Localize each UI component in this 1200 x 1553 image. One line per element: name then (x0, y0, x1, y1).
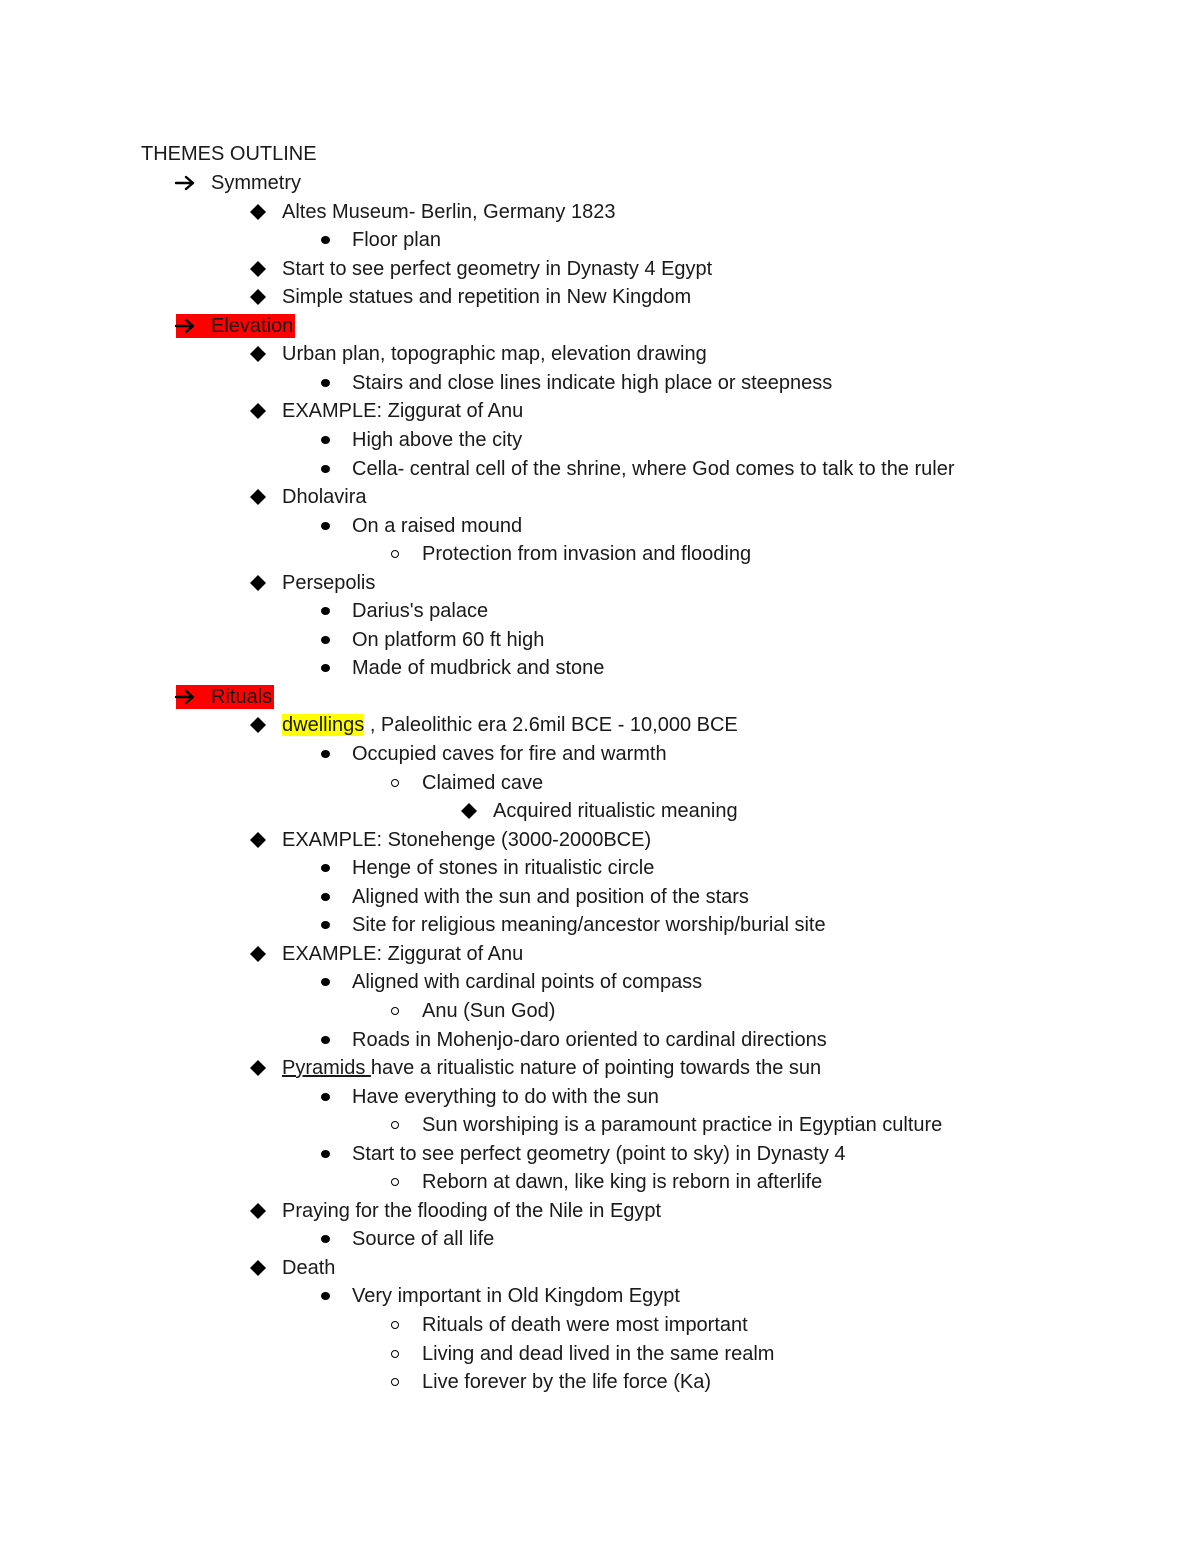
diamond-bullet-icon (246, 255, 270, 283)
outline-item (0, 340, 1200, 368)
filled-dot-bullet-icon (313, 597, 337, 625)
text-segment: dwellings (282, 714, 365, 737)
diamond-bullet-icon (246, 1254, 270, 1282)
filled-dot-bullet-icon (313, 911, 337, 939)
outline-item-text (282, 340, 707, 368)
text-segment: Site for religious meaning/ancestor worship/burial site (352, 914, 826, 937)
filled-dot-bullet-icon (313, 455, 337, 483)
text-segment: Symmetry (211, 172, 301, 194)
outline-item-text (352, 854, 654, 882)
text-segment: Rituals of death were most important (422, 1314, 748, 1336)
diamond-bullet-icon (246, 198, 270, 226)
outline-item (0, 1282, 1200, 1310)
outline-item-text (352, 1140, 846, 1168)
filled-dot-bullet-icon (313, 226, 337, 254)
text-segment: Henge of stones in ritualistic circle (352, 857, 655, 880)
text-segment: Simple statues and repetition in New Kingdom (282, 286, 692, 309)
outline-item (0, 1340, 1200, 1368)
text-segment: High above the city (352, 428, 523, 451)
outline-item (0, 369, 1200, 397)
hollow-circle-bullet-icon (383, 1311, 407, 1339)
outline-item (0, 740, 1200, 768)
outline-item-text (352, 626, 544, 654)
outline-item-text (282, 826, 651, 854)
diamond-bullet-icon (246, 397, 270, 425)
outline-item-text (422, 997, 555, 1025)
outline-item-text (282, 483, 366, 511)
outline-item (0, 854, 1200, 882)
text-segment: have a ritualistic nature of pointing towards the sun (370, 1057, 822, 1080)
outline-item-text (282, 1054, 821, 1082)
filled-dot-bullet-icon (313, 1140, 337, 1168)
text-segment: Have everything to do with the sun (352, 1085, 659, 1108)
outline-item (0, 312, 1200, 340)
outline-item-text (422, 540, 751, 568)
text-segment: On a raised mound (352, 514, 523, 537)
hollow-circle-bullet-icon (383, 540, 407, 568)
text-segment: Acquired ritualistic meaning (493, 800, 738, 823)
outline-item (0, 1026, 1200, 1054)
text-segment: Elevation (211, 314, 294, 337)
text-segment: Source of all life (352, 1228, 495, 1251)
text-segment: Pyramids (282, 1057, 371, 1080)
outline-item-text (352, 1083, 659, 1111)
outline-item (0, 455, 1200, 483)
diamond-bullet-icon (246, 340, 270, 368)
outline-item-text (422, 769, 543, 797)
text-segment: Stairs and close lines indicate high place or steepness (352, 371, 833, 394)
outline-item (0, 997, 1200, 1025)
outline-item-text (352, 1225, 494, 1253)
diamond-bullet-icon (246, 711, 270, 739)
text-segment: , Paleolithic era 2.6mil BCE - 10,000 BCE (364, 714, 738, 737)
hollow-circle-bullet-icon (383, 1368, 407, 1396)
text-segment: Aligned with cardinal points of compass (352, 971, 703, 994)
outline-item (0, 797, 1200, 825)
text-segment: Persepolis (282, 571, 376, 594)
outline-item-text (282, 1254, 335, 1282)
diamond-bullet-icon (246, 569, 270, 597)
outline-item-text (352, 455, 955, 483)
outline-item-text (352, 911, 826, 939)
outline-item-text (352, 597, 488, 625)
text-segment: EXAMPLE: Ziggurat of Anu (282, 942, 524, 965)
page-title: THEMES OUTLINE (141, 143, 317, 165)
outline-item-text (282, 255, 712, 283)
outline-item (0, 1111, 1200, 1139)
outline-item (0, 255, 1200, 283)
outline-item (0, 883, 1200, 911)
outline-item-text (352, 369, 832, 397)
outline-item (0, 597, 1200, 625)
outline-item-text (352, 1282, 680, 1310)
text-segment: On platform 60 ft high (352, 628, 545, 651)
outline-item-text (211, 683, 272, 711)
outline-item (0, 483, 1200, 511)
text-segment: Altes Museum- Berlin, Germany 1823 (282, 200, 616, 223)
outline-item (0, 1225, 1200, 1253)
outline-item-text (282, 283, 691, 311)
outline-item-text (352, 426, 522, 454)
outline-item (0, 397, 1200, 425)
outline-item-text (352, 883, 749, 911)
outline-item-text (352, 740, 667, 768)
diamond-bullet-icon (246, 826, 270, 854)
arrow-right-icon (174, 169, 198, 197)
text-segment: Protection from invasion and flooding (422, 543, 752, 566)
text-segment: EXAMPLE: Ziggurat of Anu (282, 400, 524, 423)
outline-item (0, 940, 1200, 968)
text-segment: Made of mudbrick and stone (352, 657, 605, 680)
outline-item (0, 283, 1200, 311)
text-segment: Death (282, 1256, 336, 1279)
filled-dot-bullet-icon (313, 426, 337, 454)
outline-item (0, 569, 1200, 597)
text-segment: Sun worshiping is a paramount practice in Egyptian culture (422, 1114, 943, 1137)
text-segment: Aligned with the sun and position of the stars (352, 885, 749, 908)
outline-item-text (422, 1368, 711, 1396)
outline-item-text (422, 1311, 748, 1339)
filled-dot-bullet-icon (313, 1225, 337, 1253)
diamond-bullet-icon (246, 483, 270, 511)
outline-item (0, 1311, 1200, 1339)
filled-dot-bullet-icon (313, 626, 337, 654)
filled-dot-bullet-icon (313, 512, 337, 540)
hollow-circle-bullet-icon (383, 1111, 407, 1139)
outline-item (0, 626, 1200, 654)
diamond-bullet-icon (246, 1054, 270, 1082)
outline-item-text (352, 968, 702, 996)
filled-dot-bullet-icon (313, 1282, 337, 1310)
text-segment: Live forever by the life force (Ka) (422, 1371, 712, 1394)
outline-item-text (352, 654, 604, 682)
outline-item (0, 1368, 1200, 1396)
text-segment: Praying for the flooding of the Nile in Egypt (282, 1199, 662, 1222)
outline-item-text (493, 797, 738, 825)
hollow-circle-bullet-icon (383, 769, 407, 797)
outline-item (0, 1054, 1200, 1082)
outline-item (0, 1254, 1200, 1282)
filled-dot-bullet-icon (313, 854, 337, 882)
hollow-circle-bullet-icon (383, 1168, 407, 1196)
text-segment: Anu (Sun God) (422, 999, 556, 1022)
text-segment: Roads in Mohenjo-daro oriented to cardinal directions (352, 1028, 827, 1051)
outline-item-text (211, 312, 293, 340)
outline-item (0, 711, 1200, 739)
outline-item-text (282, 711, 738, 739)
outline-item (0, 826, 1200, 854)
outline-item (0, 654, 1200, 682)
text-segment: Darius's palace (352, 600, 489, 623)
outline-item-text (352, 226, 441, 254)
arrow-right-icon (174, 683, 198, 711)
outline-item-text (282, 940, 523, 968)
filled-dot-bullet-icon (313, 369, 337, 397)
hollow-circle-bullet-icon (383, 1340, 407, 1368)
text-segment: Very important in Old Kingdom Egypt (352, 1285, 680, 1308)
outline-item-text (282, 569, 375, 597)
outline-item-text (282, 397, 523, 425)
text-segment: Claimed cave (422, 771, 544, 794)
outline-item (0, 1140, 1200, 1168)
text-segment: Dholavira (282, 486, 367, 509)
text-segment: EXAMPLE: Stonehenge (3000-2000BCE) (282, 828, 652, 851)
outline-item-text (422, 1111, 942, 1139)
diamond-bullet-icon (246, 1197, 270, 1225)
outline-item-text (352, 512, 522, 540)
outline-item (0, 1168, 1200, 1196)
outline-item-text (282, 198, 615, 226)
diamond-bullet-icon (246, 283, 270, 311)
outline-item (0, 769, 1200, 797)
filled-dot-bullet-icon (313, 968, 337, 996)
filled-dot-bullet-icon (313, 740, 337, 768)
outline-item-text (422, 1340, 774, 1368)
text-segment: Floor plan (352, 229, 441, 252)
text-segment: Start to see perfect geometry in Dynasty 4 Egypt (282, 257, 713, 280)
outline-item (0, 426, 1200, 454)
outline-item (0, 198, 1200, 226)
text-segment: Cella- central cell of the shrine, where God comes to talk to the ruler (352, 457, 955, 480)
outline-item (0, 169, 1200, 197)
outline-item (0, 1197, 1200, 1225)
outline-item-text (422, 1168, 822, 1196)
text-segment: Start to see perfect geometry (point to sky) in Dynasty 4 (352, 1142, 846, 1165)
outline-item-text (211, 169, 301, 197)
hollow-circle-bullet-icon (383, 997, 407, 1025)
diamond-bullet-icon (457, 797, 481, 825)
outline-item (0, 968, 1200, 996)
text-segment: Occupied caves for fire and warmth (352, 743, 667, 765)
outline-item (0, 540, 1200, 568)
arrow-right-icon (174, 312, 198, 340)
diamond-bullet-icon (246, 940, 270, 968)
outline-item (0, 683, 1200, 711)
text-segment: Urban plan, topographic map, elevation drawing (282, 343, 707, 366)
text-segment: Living and dead lived in the same realm (422, 1342, 775, 1365)
outline-item (0, 226, 1200, 254)
filled-dot-bullet-icon (313, 883, 337, 911)
text-segment: Reborn at dawn, like king is reborn in afterlife (422, 1171, 823, 1194)
outline-item (0, 512, 1200, 540)
outline-item-text (282, 1197, 661, 1225)
filled-dot-bullet-icon (313, 1083, 337, 1111)
outline-item (0, 1083, 1200, 1111)
text-segment: Rituals (211, 685, 273, 708)
filled-dot-bullet-icon (313, 654, 337, 682)
filled-dot-bullet-icon (313, 1026, 337, 1054)
outline-item (0, 911, 1200, 939)
outline-item-text (352, 1026, 827, 1054)
